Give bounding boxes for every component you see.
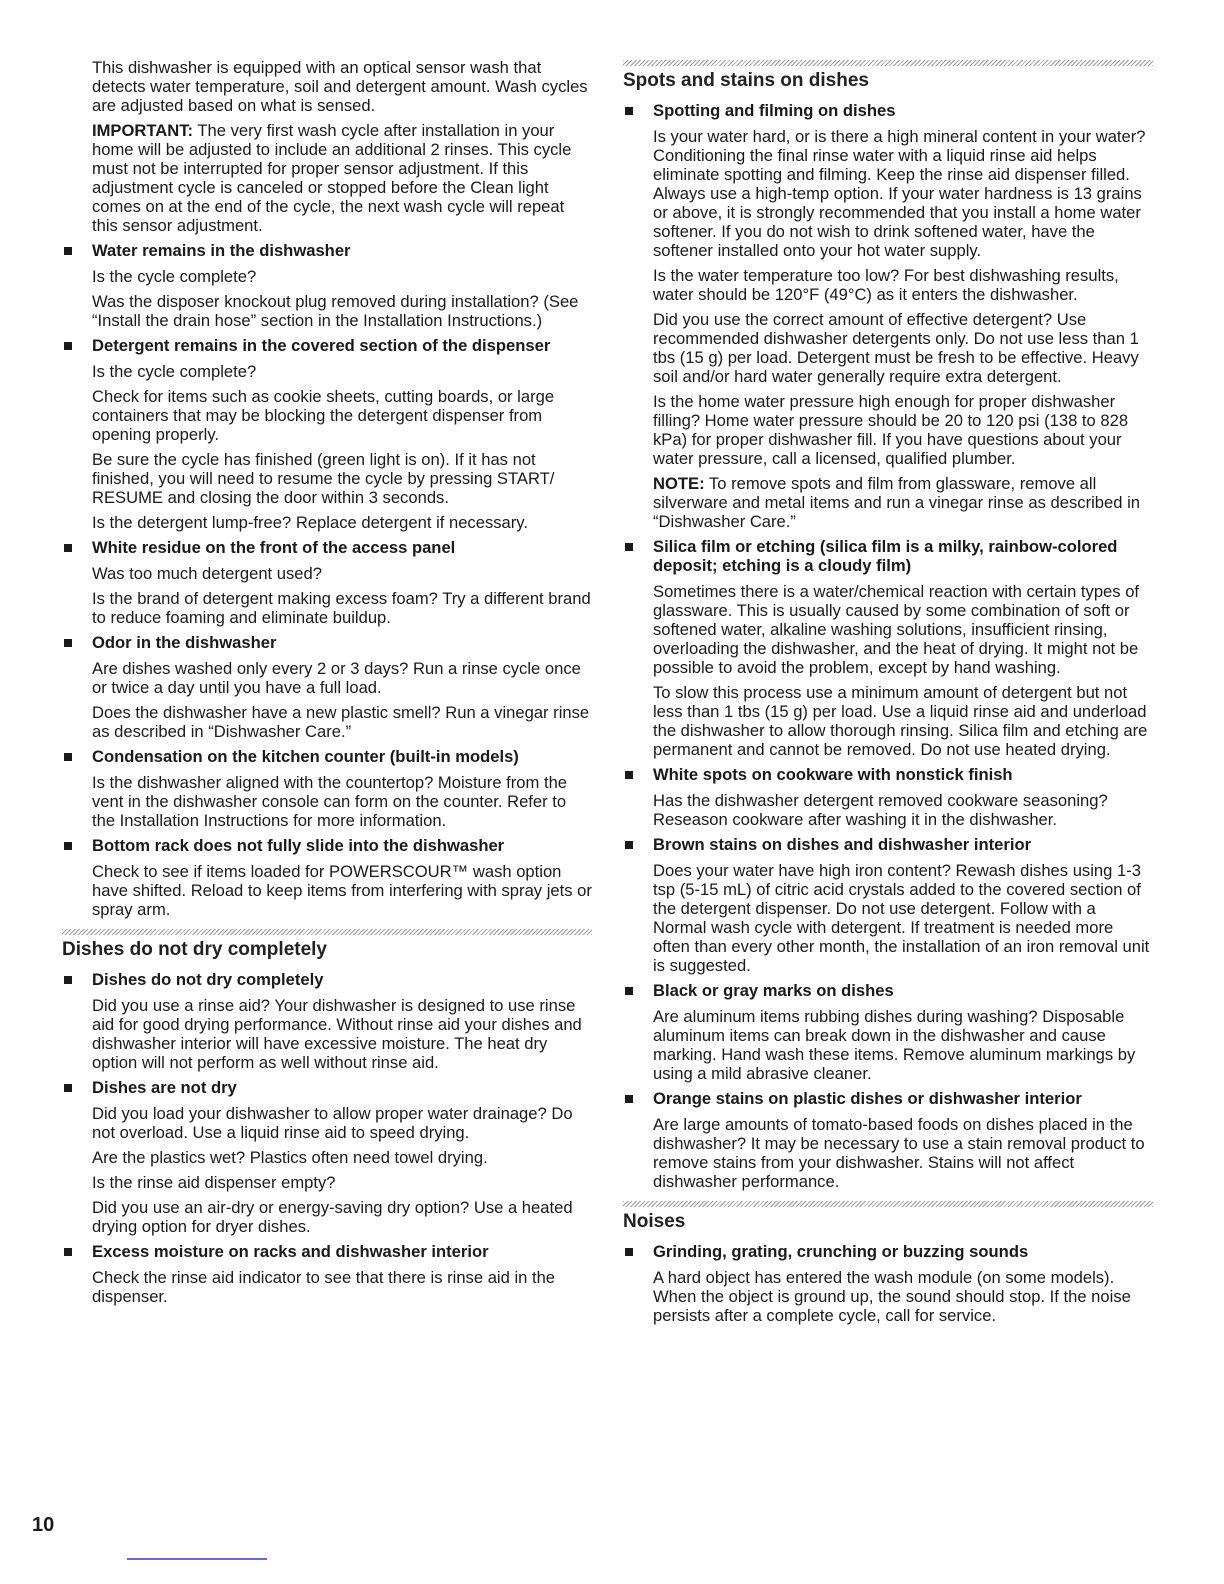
note-text: To remove spots and film from glassware, remove all silverware and metal items and run a vinegar rinse as described in “Dishwasher Care.” bbox=[653, 474, 1140, 531]
paragraph: Sometimes there is a water/chemical reaction with certain types of glassware. This is usually caused by some combination of soft or softened water, alkaline washing solutions, insufficient rinsing, overloading the dishwasher, and the heat of drying. It might not be possible to avoid the problem, except by hand washing. bbox=[653, 582, 1140, 677]
bullet-grinding-sounds: Grinding, grating, crunching or buzzing sounds bbox=[653, 1242, 1153, 1261]
note-paragraph bbox=[653, 474, 1153, 531]
paragraph: Is the detergent lump-free? Replace detergent if necessary. bbox=[92, 513, 528, 532]
paragraph: Are aluminum items rubbing dishes during washing? Disposable aluminum items can break down in the dishwasher and cause marking. Hand wash these items. Remove aluminum markings by using a mild abrasive cleaner. bbox=[653, 1007, 1136, 1083]
paragraph: Does your water have high iron content? Rewash dishes using 1-3 tsp (5-15 mL) of citric acid crystals added to the covered section of the detergent dispenser. Do not use detergent. Follow with a Normal wash cycle with detergent. If treatment is needed more often than every other month, the installation of an iron removal unit is suggested. bbox=[653, 861, 1150, 975]
bullet-white-residue: White residue on the front of the access panel bbox=[92, 538, 592, 557]
paragraph: Is the rinse aid dispenser empty? bbox=[92, 1173, 336, 1192]
bullet-orange-stains: Orange stains on plastic dishes or dishwasher interior bbox=[653, 1089, 1153, 1108]
intro-paragraph: This dishwasher is equipped with an optical sensor wash that detects water temperature, soil and detergent amount. Wash cycles are adjusted based on what is sensed. bbox=[92, 58, 588, 115]
right-column bbox=[623, 58, 1153, 1331]
important-text: The very first wash cycle after installation in your home will be adjusted to include an additional 2 rinses. This cycle must not be interrupted for proper sensor adjustment. If this adjustment cycle is canceled or stopped before the Clean light comes on at the end of the cycle, the next wash cycle will repeat this sensor adjustment. bbox=[92, 121, 572, 235]
paragraph: Check to see if items loaded for POWERSCOUR™ wash option have shifted. Reload to keep items from interfering with spray jets or spray arm. bbox=[92, 862, 592, 919]
bullet-excess-moisture: Excess moisture on racks and dishwasher interior bbox=[92, 1242, 592, 1261]
paragraph: Is the cycle complete? bbox=[92, 362, 257, 381]
bullet-brown-stains: Brown stains on dishes and dishwasher interior bbox=[653, 835, 1153, 854]
paragraph: Was too much detergent used? bbox=[92, 564, 322, 583]
section-divider bbox=[623, 1201, 1153, 1207]
paragraph: Check for items such as cookie sheets, cutting boards, or large containers that may be blocking the detergent dispenser from opening properly. bbox=[92, 387, 555, 444]
footer-line bbox=[127, 1558, 267, 1560]
bullet-black-gray-marks: Black or gray marks on dishes bbox=[653, 981, 1153, 1000]
section-heading-noises: Noises bbox=[623, 1211, 686, 1232]
paragraph: Are dishes washed only every 2 or 3 days? Run a rinse cycle once or twice a day until you have a full load. bbox=[92, 659, 581, 697]
section-divider bbox=[623, 60, 1153, 66]
section-heading-dry: Dishes do not dry completely bbox=[62, 939, 327, 960]
paragraph: Did you use the correct amount of effective detergent? Use recommended dishwasher detergents only. Do not use less than 1 tbs (15 g) per load. Detergent must be fresh to be effective. Heavy soil and/or hard water generally require extra detergent. bbox=[653, 310, 1139, 386]
paragraph: A hard object has entered the wash module (on some models). When the object is ground up, the sound should stop. If the noise persists after a complete cycle, call for service. bbox=[653, 1268, 1131, 1325]
paragraph: Did you load your dishwasher to allow proper water drainage? Do not overload. Use a liquid rinse aid to speed drying. bbox=[92, 1104, 573, 1142]
paragraph: Did you use a rinse aid? Your dishwasher is designed to use rinse aid for good drying performance. Without rinse aid your dishes and dishwasher interior will have excessive moisture. The heat dry option will not perform as well without rinse aid. bbox=[92, 996, 582, 1072]
left-column bbox=[62, 58, 592, 1312]
paragraph: Are large amounts of tomato-based foods on dishes placed in the dishwasher? It may be necessary to use a stain removal product to remove stains from your dishwasher. Stains will not affect dishwasher performance. bbox=[653, 1115, 1145, 1191]
bullet-spotting-filming: Spotting and filming on dishes bbox=[653, 101, 1153, 120]
paragraph: Is the dishwasher aligned with the countertop? Moisture from the vent in the dishwasher console can form on the counter. Refer to the Installation Instructions for more information. bbox=[92, 773, 568, 830]
bullet-water-remains: Water remains in the dishwasher bbox=[92, 241, 592, 260]
paragraph: Did you use an air-dry or energy-saving dry option? Use a heated drying option for dryer dishes. bbox=[92, 1198, 573, 1236]
important-label: IMPORTANT: bbox=[92, 121, 194, 140]
paragraph: Was the disposer knockout plug removed during installation? (See “Install the drain hose” section in the Installation Instructions.) bbox=[92, 292, 579, 330]
bullet-white-spots-cookware: White spots on cookware with nonstick finish bbox=[653, 765, 1153, 784]
paragraph: To slow this process use a minimum amount of detergent but not less than 1 tbs (15 g) per load. Use a liquid rinse aid and underload the dishwasher to allow thorough rinsing. Silica film and etching are permanent and cannot be removed. Do not use heated drying. bbox=[653, 683, 1148, 759]
page-number: 10 bbox=[32, 1514, 55, 1536]
paragraph: Is the home water pressure high enough for proper dishwasher filling? Home water pressure should be 20 to 120 psi (138 to 828 kPa) for proper dishwasher fill. If you have questions about your water pressure, call a licensed, qualified plumber. bbox=[653, 392, 1129, 468]
bullet-odor: Odor in the dishwasher bbox=[92, 633, 592, 652]
bullet-not-dry-completely: Dishes do not dry completely bbox=[92, 970, 592, 989]
paragraph: Is the water temperature too low? For best dishwashing results, water should be 120°F (49°C) as it enters the dishwasher. bbox=[653, 266, 1119, 304]
paragraph: Is your water hard, or is there a high mineral content in your water? Conditioning the final rinse water with a liquid rinse aid helps eliminate spotting and filming. Keep the rinse aid dispenser filled. Always use a high-temp option. If your water hardness is 13 grains or above, it is strongly recommended that you install a home water softener. If you do not wish to drink softened water, have the softener installed onto your hot water supply. bbox=[653, 127, 1146, 260]
bullet-condensation: Condensation on the kitchen counter (built-in models) bbox=[92, 747, 592, 766]
paragraph: Is the cycle complete? bbox=[92, 267, 257, 286]
paragraph: Has the dishwasher detergent removed cookware seasoning? Reseason cookware after washing it in the dishwasher. bbox=[653, 791, 1108, 829]
paragraph: Are the plastics wet? Plastics often need towel drying. bbox=[92, 1148, 488, 1167]
bullet-dishes-not-dry: Dishes are not dry bbox=[92, 1078, 592, 1097]
bullet-silica-film: Silica film or etching (silica film is a milky, rainbow-colored deposit; etching is a cloudy film) bbox=[653, 537, 1153, 575]
bullet-detergent-remains: Detergent remains in the covered section of the dispenser bbox=[92, 336, 592, 355]
paragraph: Be sure the cycle has finished (green light is on). If it has not finished, you will need to resume the cycle by pressing START/ RESUME and closing the door within 3 seconds. bbox=[92, 450, 555, 507]
section-divider bbox=[62, 929, 592, 935]
section-heading-spots: Spots and stains on dishes bbox=[623, 70, 869, 91]
important-paragraph bbox=[92, 121, 592, 235]
paragraph: Check the rinse aid indicator to see that there is rinse aid in the dispenser. bbox=[92, 1268, 556, 1306]
paragraph: Is the brand of detergent making excess foam? Try a different brand to reduce foaming and eliminate buildup. bbox=[92, 589, 591, 627]
note-label: NOTE: bbox=[653, 474, 705, 493]
paragraph: Does the dishwasher have a new plastic smell? Run a vinegar rinse as described in “Dishwasher Care.” bbox=[92, 703, 590, 741]
bullet-bottom-rack: Bottom rack does not fully slide into the dishwasher bbox=[92, 836, 592, 855]
